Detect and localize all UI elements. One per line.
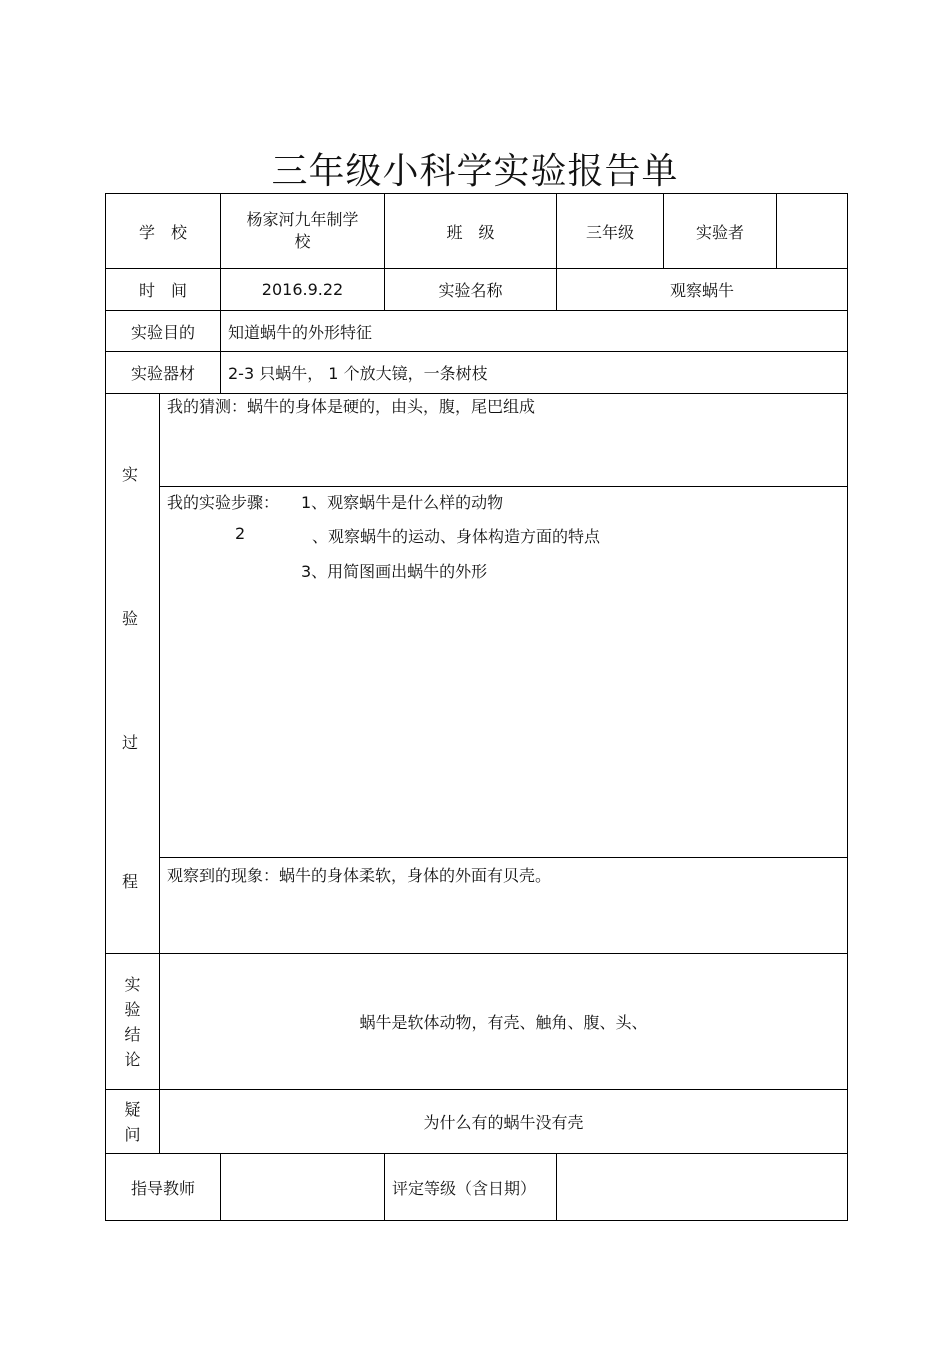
- conclusion-value: 蜗牛是软体动物，有壳、触角、腹、头、: [159, 953, 848, 1090]
- question-label: 疑 问: [105, 1089, 160, 1154]
- experimenter-label: 实验者: [663, 193, 777, 269]
- conclusion-label: 实 验 结 论: [105, 953, 160, 1090]
- materials-value: 2-3 只蜗牛， 1 个放大镜，一条树枝: [220, 351, 848, 394]
- process-label-char: 验: [122, 609, 139, 628]
- step-2-text: 、观察蜗牛的运动、身体构造方面的特点: [312, 527, 601, 546]
- class-value: 三年级: [556, 193, 664, 269]
- class-label: 班 级: [384, 193, 557, 269]
- process-label-char: 程: [122, 872, 139, 891]
- grade-label: 评定等级（含日期）: [384, 1153, 557, 1221]
- step-1: 1、观察蜗牛是什么样的动物: [301, 493, 504, 512]
- school-value-line1: 杨家河九年制学: [246, 210, 359, 229]
- observation-text: 观察到的现象：蜗牛的身体柔软，身体的外面有贝壳。: [167, 866, 552, 885]
- time-value: 2016.9.22: [220, 268, 385, 311]
- purpose-value: 知道蜗牛的外形特征: [220, 310, 848, 352]
- page-title: 三年级小科学实验报告单: [271, 151, 679, 192]
- step-3: 3、用简图画出蜗牛的外形: [301, 562, 488, 581]
- step-2-number: 2: [235, 524, 246, 543]
- process-label-char: 实: [122, 465, 139, 484]
- steps-label: 我的实验步骤：: [167, 493, 280, 512]
- school-value-line2: 校: [294, 232, 311, 251]
- school-label: 学 校: [105, 193, 221, 269]
- experiment-name-label: 实验名称: [384, 268, 557, 311]
- teacher-label: 指导教师: [105, 1153, 221, 1221]
- guess-text: 我的猜测：蜗牛的身体是硬的，由头，腹，尾巴组成: [167, 397, 536, 416]
- materials-label: 实验器材: [105, 351, 221, 394]
- school-value: [220, 193, 385, 269]
- purpose-label: 实验目的: [105, 310, 221, 352]
- time-label: 时 间: [105, 268, 221, 311]
- experimenter-value[interactable]: [776, 193, 848, 269]
- experiment-name-value: 观察蜗牛: [556, 268, 848, 311]
- process-label-char: 过: [122, 733, 139, 752]
- question-value: 为什么有的蜗牛没有壳: [159, 1089, 848, 1154]
- grade-value[interactable]: [556, 1153, 848, 1221]
- teacher-value[interactable]: [220, 1153, 385, 1221]
